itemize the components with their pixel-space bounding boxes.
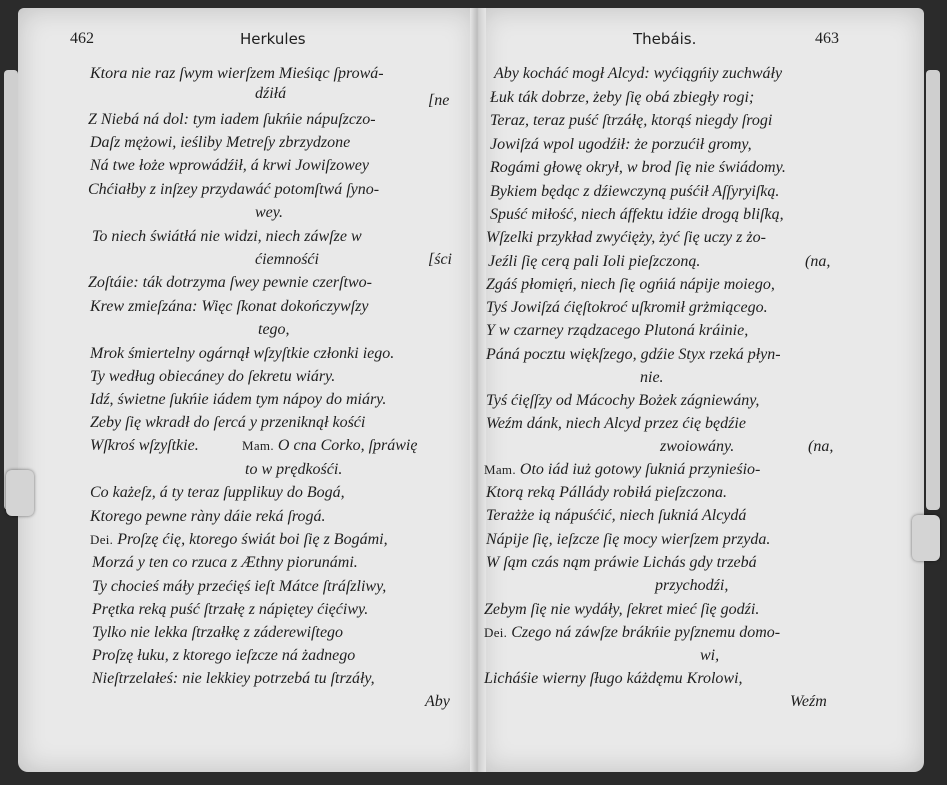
verse-line: Wſzelki przykład zwyćięży, żyć ſię uczy z żo- — [486, 229, 766, 246]
verse-line: Morzá y ten co rzuca z Æthny piorunámi. — [92, 554, 358, 571]
speaker-label: Dei. — [484, 625, 508, 640]
verse-line: to w prędkośći. — [245, 461, 343, 478]
verse-line: Ty chocieś máły przećięś ieſt Mátce ſtráſzliwy, — [92, 578, 387, 595]
left-book-clip — [6, 470, 34, 516]
verse-line: Aby kocháć mogł Alcyd: wyćiągńiy zuchwáły — [494, 65, 783, 82]
speaker-label: Mam. — [242, 438, 274, 453]
verse-line: Daſz mężowi, ieśliby Metreſy zbrzydzone — [90, 134, 351, 151]
speaker-line-text: Oto iád iuż gotowy ſukniá przynieśio- — [519, 461, 761, 478]
verse-line: ćiemnośći — [255, 251, 319, 268]
verse-line: Rogámi głowę okrył, w brod ſię nie świádomy. — [490, 159, 786, 176]
verse-line: Bykiem będąc z dźiewczyną puśćił Aſſyryiſką. — [490, 183, 780, 200]
verse-line: Weźm dánk, niech Alcyd przez ćię będźie — [486, 415, 746, 432]
verse-line-turnover: [ne — [428, 92, 450, 109]
verse-line: Zeby ſię wkradł do ſercá y przeniknął kośći — [90, 414, 366, 431]
verse-line: Tylko nie lekka ſtrzałkę z záderewiſtego — [92, 624, 344, 641]
verse-line: Prętka reką puść ſtrzałę z nápiętey ćięćiwy. — [92, 601, 369, 618]
verse-line: Zebym ſię nie wydáły, ſekret mieć ſię godźi. — [484, 601, 760, 618]
verse-line: Y w czarney rządzacego Plutoná kráinie, — [486, 322, 749, 339]
verse-line-speaker — [90, 530, 388, 550]
verse-line: Ktorego pewne ràny dáie reká ſrogá. — [90, 508, 326, 525]
right-page-number: 463 — [815, 30, 839, 47]
verse-line: Nieſtrzelałeś: nie lekkiey potrzebá tu ſtrzáły, — [92, 670, 375, 687]
verse-line: Páná pocztu więkſzego, gdźie Styx rzeká płyn- — [486, 346, 781, 363]
verse-line: Wſkroś wſzyſtkie. — [90, 437, 199, 454]
verse-line: To niech świátłá nie widzi, niech záwſze w — [92, 228, 362, 245]
left-running-title: Herkules — [240, 30, 306, 48]
verse-line: nie. — [640, 369, 664, 386]
right-page-stack-edge — [926, 70, 940, 510]
verse-line-turnover: [ści — [428, 251, 452, 268]
verse-line-speaker — [484, 460, 760, 480]
speaker-label: Dei. — [90, 532, 114, 547]
verse-line: Z Niebá ná dol: tym iadem ſukńie nápuſzczo- — [88, 111, 376, 128]
verse-line: Jowiſzá wpol ugodźił: że porzućił gromy, — [490, 136, 752, 153]
verse-line-speaker — [242, 436, 417, 456]
verse-line: wi, — [700, 647, 720, 664]
verse-line: Krew zmieſzána: Więc ſkonat dokończywſzy — [90, 298, 369, 315]
speaker-line-text: Czego ná záwſze brákńie pyſznemu domo- — [511, 624, 781, 641]
left-page-stack-edge — [4, 70, 18, 510]
verse-line: Ná twe łoże wprowádźił, á krwi Jowiſzowey — [90, 157, 369, 174]
verse-line: Ktora nie raz ſwym wierſzem Mieśiąc ſprowá- — [90, 65, 384, 82]
verse-line: Chćiałby z inſzey przydawáć potomſtwá ſyno- — [88, 181, 380, 198]
verse-line: Proſzę łuku, z ktorego ieſzcze ná żadnego — [92, 647, 356, 664]
verse-line: Co każeſz, á ty teraz ſupplikuy do Bogá, — [90, 484, 345, 501]
verse-line: W ſąm czás nąm práwie Lichás gdy trzebá — [486, 554, 757, 571]
verse-line: przychodźi, — [655, 577, 729, 594]
verse-line: wey. — [255, 204, 283, 221]
verse-line: Jeźli ſię cerą pali Ioli pieſzczoną. — [488, 253, 701, 270]
verse-line: tego, — [258, 321, 290, 338]
verse-line-turnover: (na, — [808, 438, 834, 455]
speaker-line-text: Proſzę ćię, ktorego świát boi ſię z Bogámi, — [117, 531, 388, 548]
verse-line: Idź, świetne ſukńie iádem tym nápoy do miáry. — [90, 391, 387, 408]
catchword: Weźm — [790, 693, 827, 710]
left-page-number: 462 — [70, 30, 94, 47]
verse-line: Licháśie wierny ſługo káżdęmu Krolowi, — [484, 670, 743, 687]
verse-line: Nápije ſię, ieſzcze ſię mocy wierſzem przyda. — [486, 531, 771, 548]
verse-line: Mrok śmiertelny ogárnął wſzyſtkie członki iego. — [90, 345, 395, 362]
book-gutter — [470, 8, 486, 772]
verse-line: Terażże ią nápuśćić, niech ſukniá Alcydá — [486, 507, 747, 524]
catchword: Aby — [425, 693, 450, 710]
verse-line: dźiłá — [255, 85, 287, 102]
verse-line: Ktorą reką Pállády robiłá pieſzczona. — [486, 484, 728, 501]
verse-line: Spuść miłość, niech áffektu idźie drogą bliſką, — [490, 206, 784, 223]
verse-line: Zgáś płomięń, niech ſię ogńiá nápije moiego, — [486, 276, 775, 293]
verse-line: Tyś Jowiſzá ćięſtokroć uſkromił grżmiącego. — [486, 299, 768, 316]
right-book-clip — [912, 515, 940, 561]
verse-line: Ty według obiecáney do ſekretu wiáry. — [90, 368, 336, 385]
speaker-line-text: O cna Corko, ſpráwię — [277, 437, 418, 454]
verse-line-turnover: (na, — [805, 253, 831, 270]
verse-line: zwoiowány. — [660, 438, 735, 455]
verse-line: Teraz, teraz puść ſtrzáłę, ktorąś niegdy ſrogi — [490, 112, 773, 129]
verse-line: Tyś ćięſſzy od Mácochy Bożek zágniewány, — [486, 392, 760, 409]
verse-line: Łuk ták dobrze, żeby ſię obá zbiegły rogi; — [490, 89, 755, 106]
verse-line: Zoſtáie: ták dotrzyma ſwey pewnie czerſtwo- — [88, 274, 372, 291]
right-running-title: Thebáis. — [633, 30, 697, 48]
verse-line-speaker — [484, 623, 780, 643]
speaker-label: Mam. — [484, 462, 516, 477]
